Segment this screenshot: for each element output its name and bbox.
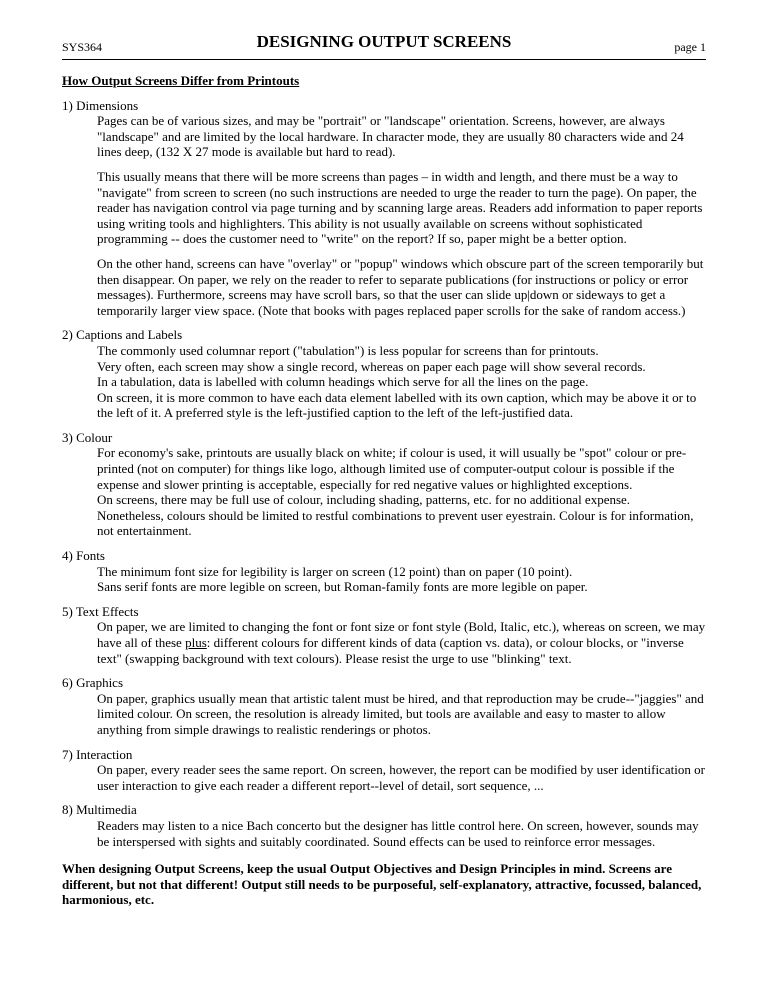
section-multimedia — [62, 802, 708, 849]
text-line: The commonly used columnar report ("tabulation") is less popular for screens than for printouts. — [97, 342, 599, 358]
course-code: SYS364 — [62, 40, 103, 54]
section-interaction — [62, 747, 708, 794]
text-line: In a tabulation, data is labelled with column headings which serve for all the lines on the page. — [97, 374, 589, 390]
text-line: Sans serif fonts are more legible on screen, but Roman-family fonts are more legible on paper. — [97, 579, 588, 595]
section-heading: 6) Graphics — [62, 675, 124, 691]
section-heading: 2) Captions and Labels — [62, 327, 183, 343]
section-captions-labels — [62, 327, 708, 421]
section-heading: 3) Colour — [62, 429, 113, 445]
section-heading: 1) Dimensions — [62, 97, 139, 113]
page-header — [62, 32, 706, 56]
section-heading: 4) Fonts — [62, 548, 105, 564]
text-line: For economy's sake, printouts are usually black on white; if colour is used, it will usually be "spot" colour or pre-printed (not on computer) for things like logo, although limited use of computer-output colour is possible if the expense and slower printing is acceptable, especially for red negative values or highlighted exceptions. — [97, 445, 687, 492]
section-heading: 8) Multimedia — [62, 802, 137, 818]
section-heading: 5) Text Effects — [62, 603, 139, 619]
text-line: On screens, there may be full use of colour, including shading, patterns, etc. for no additional expense. — [97, 492, 631, 508]
closing-statement: When designing Output Screens, keep the usual Output Objectives and Design Principles in mind. Screens are different, but not that different! Output still needs to be purposeful, self-explanatory, attractive, focussed, balanced, harmonious, etc. — [62, 861, 702, 908]
text-line: On screen, it is more common to have each data element labelled with its own caption, which may be above it or to the left of it. A preferred style is the left-justified caption to the left of the left-justified data. — [97, 389, 697, 421]
section-fonts — [62, 548, 708, 595]
paragraph: Pages can be of various sizes, and may be "portrait" or "landscape" orientation. Screens, however, are always "landscape" and are limited by the local hardware. In character mode, they are usually 80 characters wide and 24 lines deep, (132 X 27 mode is available but hard to read). — [97, 113, 684, 160]
text-run: On paper, we are limited to changing the font or font size or font style (Bold, Italic, etc.), whereas on screen, we may have all of these — [97, 619, 706, 650]
section-dimensions — [62, 98, 708, 319]
section-colour — [62, 430, 708, 539]
text-line: The minimum font size for legibility is larger on screen (12 point) than on paper (10 point). — [97, 563, 573, 579]
text-line: Very often, each screen may show a single record, whereas on paper each page will show several records. — [97, 358, 646, 374]
document-body — [62, 73, 708, 921]
page-number: page 1 — [674, 40, 706, 54]
paragraph: Readers may listen to a nice Bach concerto but the designer has little control here. On screen, however, sounds may be interspersed with sights and suitably coordinated. Sound effects can be used to reinforce error messages. — [97, 817, 699, 849]
section-heading: 7) Interaction — [62, 746, 133, 762]
header-rule — [62, 59, 706, 60]
paragraph: On the other hand, screens can have "overlay" or "popup" windows which obscure part of the screen temporarily but then disappear. On paper, we rely on the reader to refer to separate publications (for instructions or policy or error messages). Furthermore, screens may have scroll bars, so that the user can slide up|down or sideways to get a temporarily larger view space. (Note that books with pages replaced paper scrolls for the sake of random access.) — [97, 255, 704, 318]
paragraph — [97, 619, 708, 666]
paragraph: On paper, graphics usually mean that artistic talent must be hired, and that reproduction may be crude--"jaggies" and limited colour. On screen, the resolution is already limited, but tools are available and easy to master to allow anything from simple drawings to realistic renderings or photos. — [97, 690, 704, 737]
section-subheading: How Output Screens Differ from Printouts — [62, 73, 300, 88]
paragraph: On paper, every reader sees the same report. On screen, however, the report can be modified by user identification or user interaction to give each reader a different report--level of detail, sort sequence, ... — [97, 762, 705, 793]
page-title: DESIGNING OUTPUT SCREENS — [256, 32, 512, 51]
section-text-effects — [62, 604, 708, 666]
text-run: : different colours for different kinds of data (caption vs. data), or colour blocks, or "inverse text" (swapping background with text colours). Please resist the urge to use "blinking" text. — [97, 635, 684, 666]
paragraph: This usually means that there will be more screens than pages – in width and length, and there must be a way to "navigate" from screen to screen (no such instructions are needed to urge the reader to turn the page). On paper, the reader has navigation control via page turning and by scanning large areas. Readers add information to paper reports using writing tools and highlighters. This ability is not usually available on screens without sophisticated programming -- does the customer need to "write" on the report? If so, paper might be a better option. — [97, 168, 703, 247]
section-graphics — [62, 675, 708, 737]
text-line: Nonetheless, colours should be limited to restful combinations to prevent user eyestrain. Colour is for information, not entertainment. — [97, 507, 694, 539]
underlined-word: plus — [185, 635, 207, 650]
